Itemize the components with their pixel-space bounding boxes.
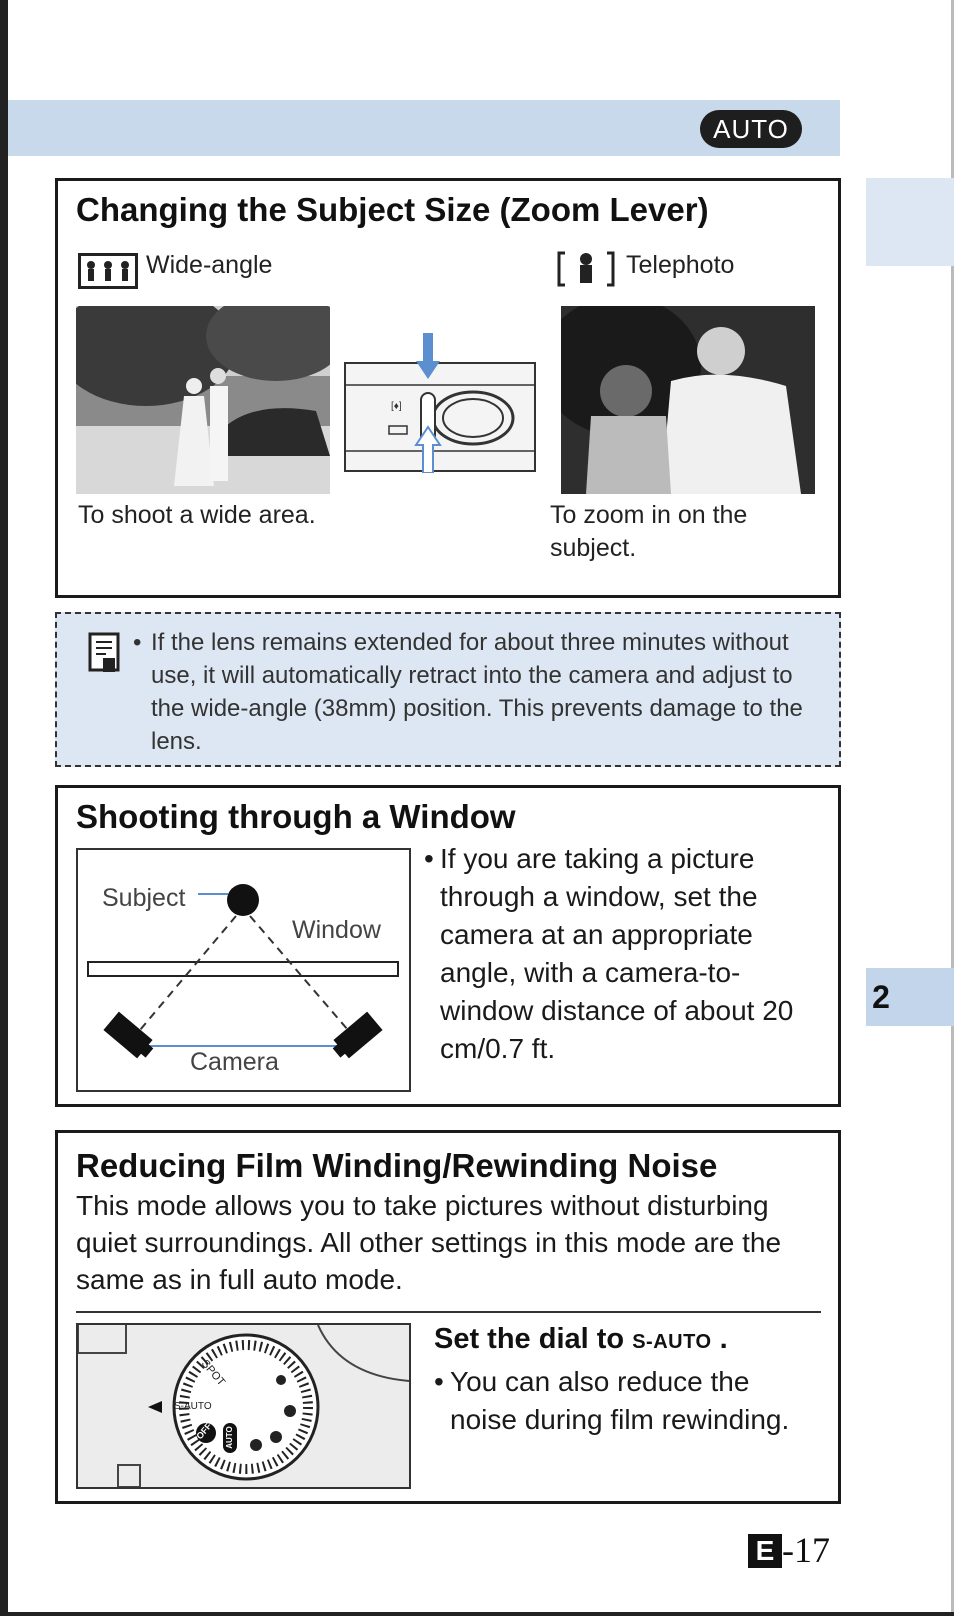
note-box	[55, 612, 841, 767]
noise-description: This mode allows you to take pictures without disturbing quiet surroundings. All other settings in this mode are the same as in full auto mode.	[76, 1190, 782, 1295]
wide-angle-photo	[76, 306, 330, 494]
dial-off-label: OFF	[194, 1420, 214, 1442]
set-dial-suffix: .	[719, 1323, 728, 1355]
dial-auto-label: AUTO	[224, 1426, 234, 1449]
wide-angle-caption: To shoot a wide area.	[78, 501, 316, 529]
noise-tip	[434, 1363, 820, 1439]
chapter-tab	[866, 968, 954, 1026]
bullet-mark: •	[133, 629, 142, 656]
noise-section	[55, 1130, 841, 1504]
dial-spot-label: SPOT	[198, 1357, 228, 1389]
window-section	[55, 785, 841, 1107]
page-number	[748, 1530, 830, 1570]
set-dial-prefix: Set the dial to	[434, 1323, 625, 1355]
noise-section-title: Reducing Film Winding/Rewinding Noise	[76, 1147, 718, 1184]
window-instruction	[424, 840, 820, 1068]
note-text: If the lens remains extended for about three minutes without use, it will automatically retract into the camera and adjust to the wide-angle (38mm) position. This prevents damage to the lens.	[151, 629, 803, 755]
chapter-number: 2	[872, 979, 890, 1015]
memo-icon	[87, 632, 123, 674]
auto-mode-badge: AUTO	[700, 110, 802, 148]
telephoto-caption: To zoom in on the subject.	[550, 501, 748, 562]
camera-label: Camera	[190, 1048, 279, 1076]
window-label: Window	[292, 916, 381, 944]
dial-sauto-label: S-AUTO	[174, 1401, 212, 1412]
s-auto-mode-symbol: S-AUTO	[632, 1331, 712, 1353]
set-dial-heading	[434, 1323, 728, 1356]
mode-dial-illustration	[76, 1323, 411, 1489]
svg-text:[♦]: [♦]	[391, 401, 402, 412]
bullet-mark: •	[434, 1366, 444, 1397]
bottom-rule	[0, 1612, 954, 1616]
bullet-mark: •	[424, 843, 434, 874]
note-text-block	[133, 626, 831, 758]
zoom-lever-section	[55, 178, 841, 598]
telephoto-label: Telephoto	[626, 251, 735, 279]
section-divider	[76, 1311, 821, 1313]
subject-label: Subject	[102, 884, 186, 912]
zoom-lever-illustration	[343, 333, 543, 473]
zoom-section-title: Changing the Subject Size (Zoom Lever)	[76, 191, 709, 228]
wide-angle-icon	[78, 253, 138, 289]
wide-angle-label: Wide-angle	[146, 251, 273, 279]
window-instruction-text: If you are taking a picture through a window, set the camera at an appropriate angle, with a camera-to-window distance of about 20 cm/0.7 ft.	[440, 843, 794, 1064]
telephoto-photo	[561, 306, 815, 494]
page-edge	[0, 0, 8, 1616]
section-letter-badge: E	[748, 1534, 782, 1568]
telephoto-icon	[555, 249, 617, 289]
side-tab-top	[866, 178, 954, 266]
window-section-title: Shooting through a Window	[76, 798, 516, 835]
window-diagram	[76, 848, 411, 1092]
noise-tip-text: You can also reduce the noise during film rewinding.	[450, 1366, 790, 1435]
page-number-text: -17	[782, 1530, 830, 1570]
